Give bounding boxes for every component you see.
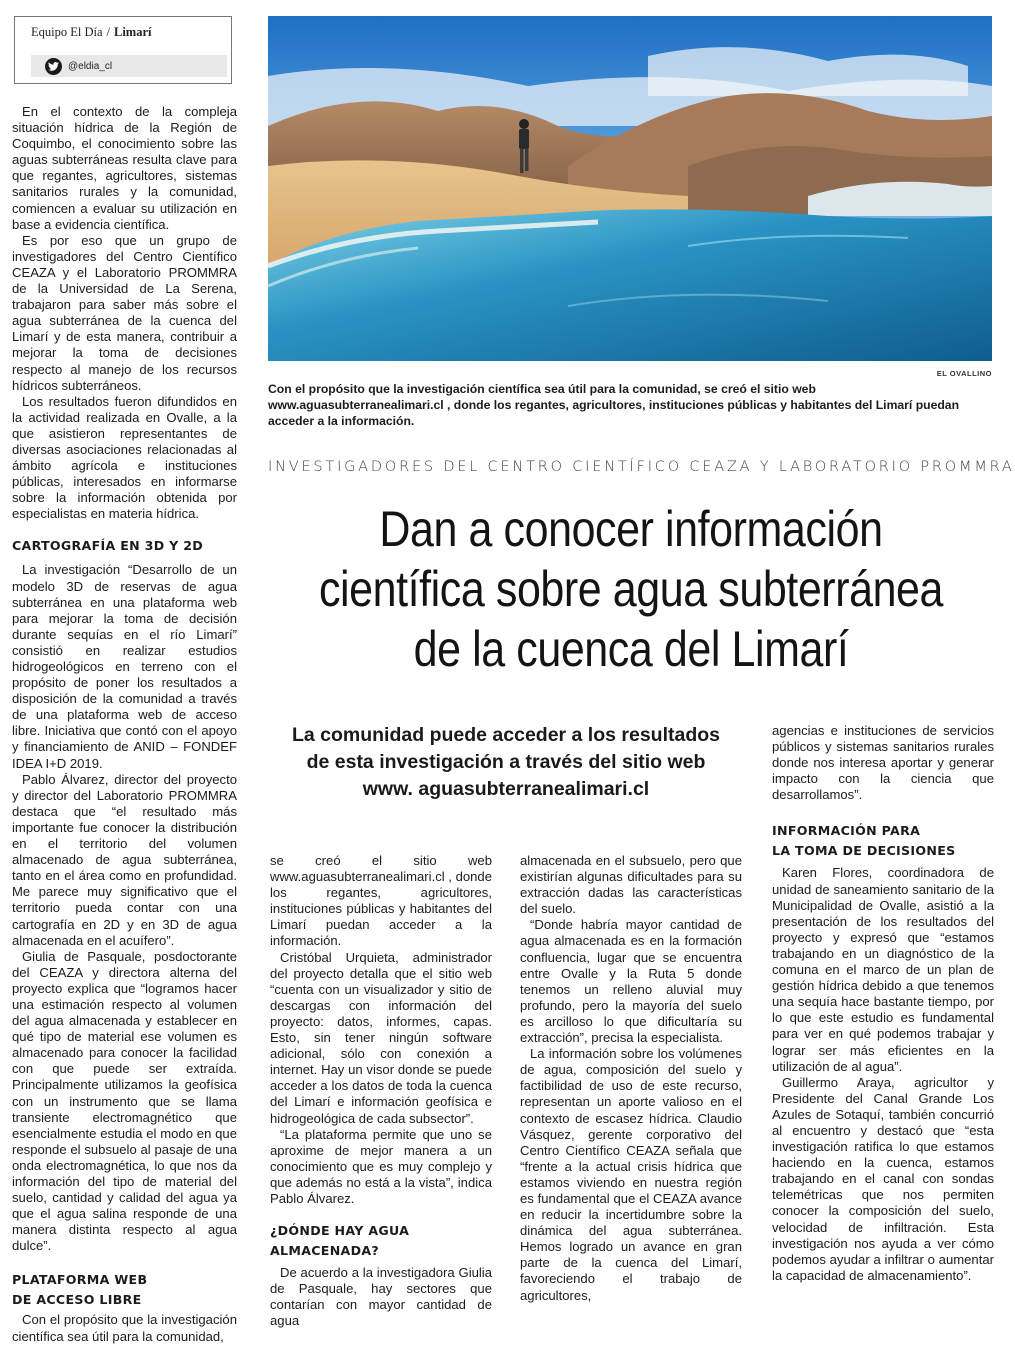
paragraph: Cristóbal Urquieta, administrador del proyecto detalla que el sitio web “cuenta con un visualizador y sitio de descargas con información del proyecto: datos, informes, capas. Esto, sin tener ningún software adicional, sólo con conexión a internet. Hay un visor donde se puede acceder a los datos de toda la cuenca del Limarí e información geofísica e hidrogeológica de cada subsector”. (270, 949, 492, 1126)
byline (31, 25, 152, 40)
paragraph: La investigación “Desarrollo de un modelo 3D de reservas de agua subterránea en una plataforma web para mejorar la toma de decisión durante sequías en el río Limarí” consistió en realizar estudios hidrogeológicos en terreno con el propósito de poner los resultados a disposición de la comunidad a través de una plataforma web de acceso libre. Iniciativa que contó con el apoyo y financiamiento de ANID – FONDEF IDEA I+D 2019. (12, 562, 237, 771)
subheading-informacion-para: INFORMACIÓN PARA (772, 823, 921, 839)
article-deck: La comunidad puede acceder a los resultados de esta investigación a través del sitio web www. aguasubterranealimari.cl (291, 724, 721, 800)
paragraph: almacenada en el subsuelo, pero que existirían algunas dificultades para su extracción dadas las características del suelo. (520, 853, 742, 917)
twitter-bird-icon (45, 58, 62, 75)
subheading-acceso-libre: DE ACCESO LIBRE (12, 1292, 142, 1308)
paragraph: “Donde habría mayor cantidad de agua almacenada es en la formación confluencia, lugar que se encuentra entre Ovalle y la Ruta 5 donde tenemos un relleno aluvial muy profundo, pero la mayoría del suelo es arcilloso lo que dificultaría su extracción”, precisa la especialista. (520, 917, 742, 1046)
paragraph: “La plataforma permite que uno se aproxime de mejor manera a un conocimiento que es muy complejo y que además no está a la vista”, indica Pablo Álvarez. (270, 1126, 492, 1206)
photo-credit: EL OVALLINO (936, 369, 992, 378)
paragraph: En el contexto de la compleja situación hídrica de la Región de Coquimbo, el conocimiento sobre las aguas subterráneas resulta clave para que regantes, agricultores, sistemas sanitarios rurales y la comunidad, comiencen a evaluar su utilización en base a evidencia científica. (12, 104, 237, 232)
article-headline (268, 499, 994, 679)
byline-box (14, 16, 232, 84)
headline-line-1: Dan a conocer información (379, 501, 883, 557)
subheading-donde-hay-agua: ¿DÓNDE HAY AGUA ALMACENADA? (270, 1223, 410, 1259)
article-kicker: INVESTIGADORES DEL CENTRO CIENTÍFICO CEAZA Y LABORATORIO PROMMRA (268, 459, 1015, 475)
paragraph: Karen Flores, coordinadora de unidad de saneamiento sanitario de la Municipalidad de Ovalle, asistió a la presentación de los resultados del proyecto y expresó que “estamos trabajando en un diagnóstico de la comuna en el marco de un plan de gestión hídrica debido a que tenemos una sequía hace bastante tiempo, por lo que este estudio es fundamental para ver en qué podemos trabajar y lograr ser más eficientes en la utilización de al agua”. (772, 865, 994, 1074)
column-4 (772, 723, 994, 1284)
paragraph: Con el propósito que la investigación científica sea útil para la comunidad, (12, 1312, 237, 1344)
byline-team: Equipo El Día (31, 25, 103, 39)
byline-location: Limarí (114, 25, 152, 39)
twitter-strip[interactable] (31, 55, 227, 77)
column-3 (520, 853, 742, 1304)
twitter-handle[interactable]: @eldia_cl (68, 60, 113, 72)
photo-caption: Con el propósito que la investigación científica sea útil para la comunidad, se creó el sitio web www.aguasubterranealimari.cl , donde los regantes, agricultores, instituciones públicas y habitantes del Limarí puedan acceder a la información. (268, 382, 960, 428)
paragraph: La información sobre los volúmenes de agua, composición del suelo y factibilidad de uso de este recurso, representan un aporte valioso en el contexto de escasez hídrica. Claudio Vásquez, gerente corporativo del Centro Científico CEAZA señala que “frente a la actual crisis hídrica que estamos viviendo en nuestra región es fundamental que el CEAZA avance en reducir la incertidumbre sobre la dinámica del agua subterránea. Hemos logrado un avance en gran parte de la cuenca del Limarí, favoreciendo el trabajo de agricultores, (520, 1046, 742, 1303)
paragraph: Guillermo Araya, agricultor y Presidente del Canal Grande Los Azules de Sotaquí, también concurrió al encuentro y destacó que “esta investigación ratifica lo que estamos haciendo en la cuenca, estamos trabajando en el canal con sondas telemétricas que nos permiten conocer la composición del suelo, velocidad de infiltración. Esta investigación nos ayuda a ver cómo podemos ayudar a infiltrar o aumentar la capacidad de almacenamiento”. (772, 1074, 994, 1283)
column-1 (12, 104, 237, 1345)
paragraph: Es por eso que un grupo de investigadores del Centro Científico CEAZA y el Laboratorio PROMMRA de la Universidad de La Serena, trabajaron para saber más sobre el agua subterránea de la cuenca del Limarí y de esta manera, contribuir a mejorar la toma de decisiones respecto al manejo de los recursos hídricos subterráneos. (12, 232, 237, 393)
paragraph: Los resultados fueron difundidos en la actividad realizada en Ovalle, a la que asistieron representantes de diversas asociaciones relacionadas al ámbito agrícola e instituciones públicas, interesados en informarse sobre la información obtenida por especialistas en materia hídrica. (12, 393, 237, 522)
headline-line-2: científica sobre agua subterránea (318, 561, 944, 617)
paragraph: agencias e instituciones de servicios públicos y sistemas sanitarios rurales donde nos interesa aportar y generar impacto con la ciencia que desarrollamos”. (772, 723, 994, 803)
subheading-cartografia: CARTOGRAFÍA EN 3D Y 2D (12, 538, 204, 554)
byline-separator: / (106, 25, 110, 39)
column-2 (270, 853, 492, 1329)
paragraph: Giulia de Pasquale, posdoctorante del CEAZA y directora alterna del proyecto explica que “logramos hacer una estimación respecto al volumen del agua almacenada y establecer en qué tipo de material ese volumen es almacenado para conocer la facilidad con que puede ser extraída. Principalmente utilizamos la geofísica con un instrumento que se llama transiente electromagnético que esencialmente estudia el modo en que responde el subsuelo al pasaje de una onda electromagnética, lo que nos da información del tipo de material del suelo, cantidad y calidad del agua ya que el agua salina responde de una manera distinta respecto al agua dulce”. (12, 948, 237, 1254)
paragraph: se creó el sitio web www.aguasubterranealimari.cl , donde los regantes, agricultores, instituciones públicas y habitantes del Limarí puedan acceder a la información. (270, 853, 492, 949)
subheading-toma-de-decisiones: LA TOMA DE DECISIONES (772, 843, 956, 859)
landscape-illustration (268, 16, 992, 361)
paragraph: De acuerdo a la investigadora Giulia de Pasquale, hay sectores que contarían con mayor cantidad de agua (270, 1265, 492, 1329)
subheading-plataforma-web: PLATAFORMA WEB (12, 1272, 148, 1288)
paragraph: Pablo Álvarez, director del proyecto y director del Laboratorio PROMMRA destaca que “el resultado más importante fue conocer la distribución en el territorio del volumen almacenado de agua subterránea, tanto en el área como en profundidad. Me parece muy significativo que el territorio pueda contar con una cartografía en 2D y en 3D de agua almacenada en el acuífero”. (12, 771, 237, 948)
article-photo (268, 16, 992, 361)
headline-line-3: de la cuenca del Limarí (413, 621, 849, 677)
